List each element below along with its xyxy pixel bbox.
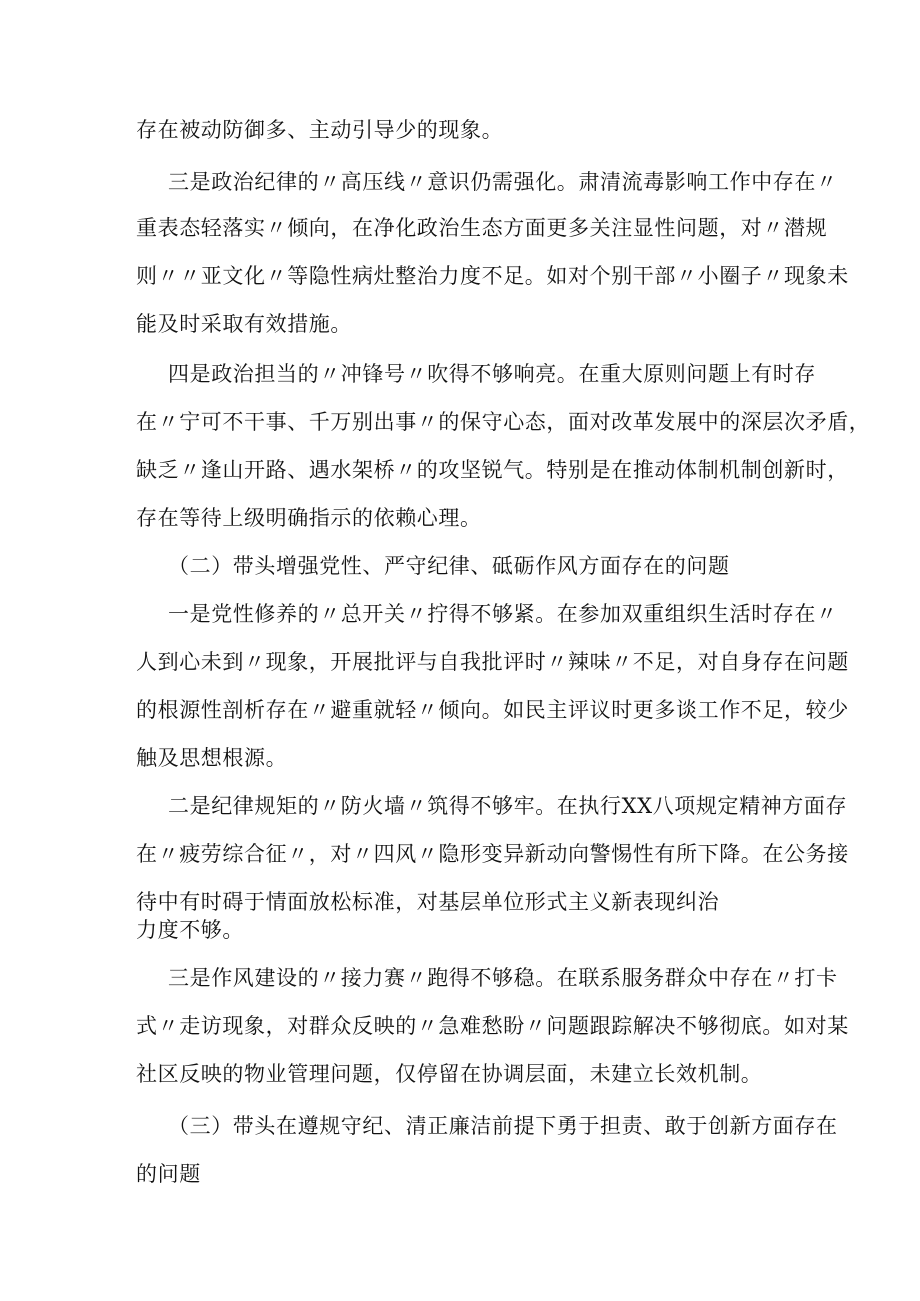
section-heading: （三）带头在遵规守纪、清正廉洁前提下勇于担责、敢于创新方面存在 [168,1114,838,1138]
section-heading-continued: 的问题 [136,1162,201,1186]
paragraph-line: 式〃走访现象，对群众反映的〃急难愁盼〃问题跟踪解决不够彻底。如对某 [136,1014,849,1038]
paragraph-line: 一是党性修养的〃总开关〃拧得不够紧。在参加双重组织生活时存在〃 [168,602,838,626]
paragraph-line: 二是纪律规矩的〃防火墙〃筑得不够牢。在执行XX八项规定精神方面存 [168,794,848,818]
paragraph-line: 存在被动防御多、主动引导少的现象。 [136,118,504,142]
paragraph-line: 三是作风建设的〃接力赛〃跑得不够稳。在联系服务群众中存在〃打卡 [168,966,838,990]
paragraph-line: 四是政治担当的〃冲锋号〃吹得不够响亮。在重大原则问题上有时存 [168,362,816,386]
paragraph-line: 能及时采取有效措施。 [136,312,352,336]
paragraph-line: 重表态轻落实〃倾向，在净化政治生态方面更多关注显性问题，对〃潜规 [136,216,828,240]
paragraph-line: 力度不够。 [136,918,244,942]
paragraph-line: 缺乏〃逢山开路、遇水架桥〃的攻坚锐气。特别是在推动体制机制创新时， [136,458,849,482]
paragraph-line: 存在等待上级明确指示的依赖心理。 [136,506,482,530]
paragraph-line: 三是政治纪律的〃高压线〃意识仍需强化。肃清流毒影响工作中存在〃 [168,170,838,194]
paragraph-line: 在〃宁可不干事、千万别出事〃的保守心态，面对改革发展中的深层次矛盾， [136,410,871,434]
paragraph-line: 的根源性剖析存在〃避重就轻〃倾向。如民主评议时更多谈工作不足，较少 [136,698,849,722]
paragraph-line: 社区反映的物业管理问题，仅停留在协调层面，未建立长效机制。 [136,1062,763,1086]
paragraph-line: 在〃疲劳综合征〃，对〃四风〃隐形变异新动向警惕性有所下降。在公务接 [136,842,849,866]
paragraph-line: 则〃〃亚文化〃等隐性病灶整治力度不足。如对个别干部〃小圈子〃现象未 [136,264,849,288]
paragraph-line: 人到心未到〃现象，开展批评与自我批评时〃辣味〃不足，对自身存在问题 [136,650,849,674]
paragraph-line: 待中有时碍于情面放松标准，对基层单位形式主义新表现纠治 [136,890,720,914]
paragraph-line: 触及思想根源。 [136,746,288,770]
section-heading: （二）带头增强党性、严守纪律、砥砺作风方面存在的问题 [168,554,730,578]
